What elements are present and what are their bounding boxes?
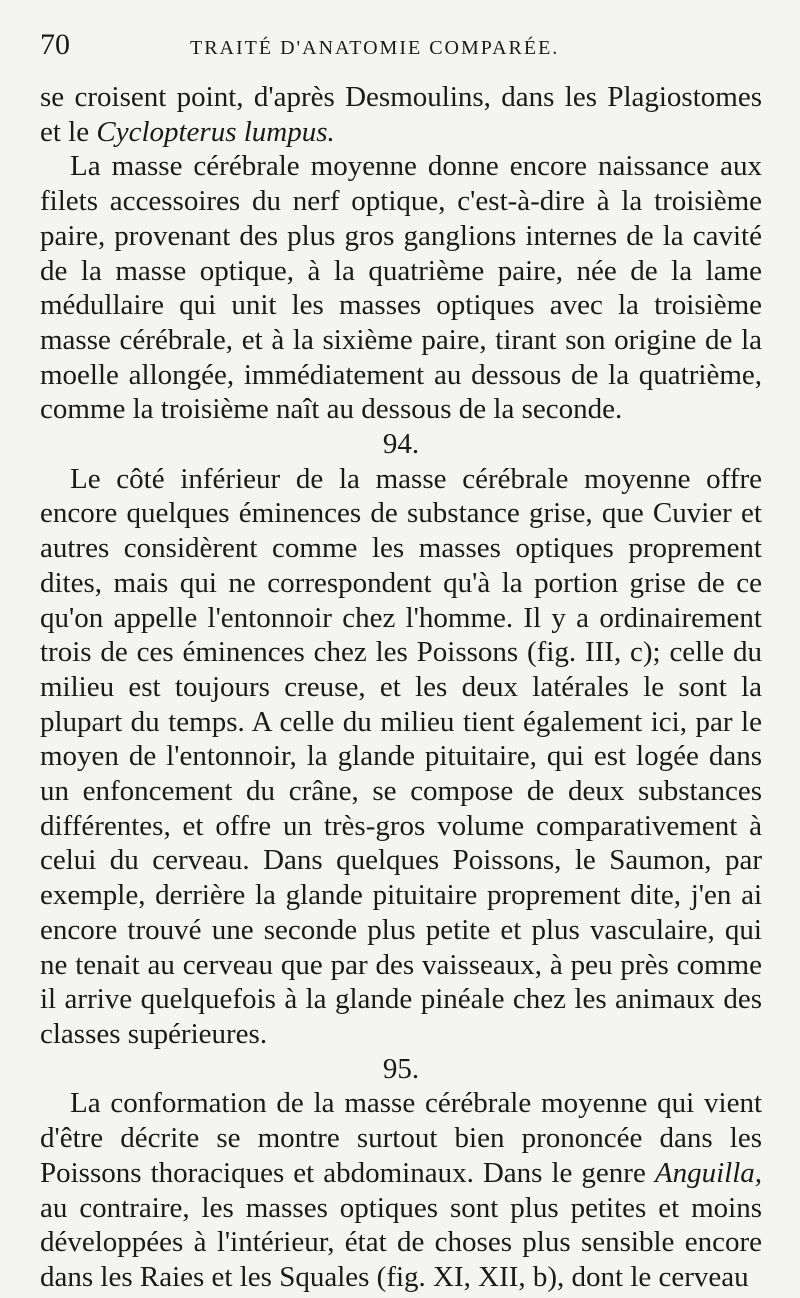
paragraph bbox=[40, 1086, 762, 1294]
paragraph-text: se croisent point, d'après Desmoulins, dans les Plagiostomes et le bbox=[40, 81, 762, 148]
page-number: 70 bbox=[40, 28, 70, 61]
paragraph-text: La conformation de la masse cérébrale moyenne qui vient d'être décrite se montre surtout bien prononcée dans les Poissons thoraciques et abdominaux. Dans le genre bbox=[40, 1087, 762, 1189]
body-text bbox=[40, 80, 762, 1295]
section-number: 94. bbox=[382, 428, 420, 461]
paragraph-continued bbox=[40, 80, 762, 149]
paragraph: Le côté inférieur de la masse cérébrale moyenne offre encore quelques éminences de substance grise, que Cuvier et autres considèrent comme les masses optiques proprement dites, mais qui ne correspondent qu'à la portion grise de ce qu'on appelle l'entonnoir chez l'homme. Il y a ordinairement trois de ces éminences chez les Poissons (fig. III, c); celle du milieu est toujours creuse, et les deux latérales le sont la plupart du temps. A celle du milieu tient également ici, par le moyen de l'entonnoir, la glande pituitaire, qui est logée dans un enfoncement du crâne, se compose de deux substances différentes, et offre un très-gros volume comparativement à celui du cerveau. Dans quelques Poissons, le Saumon, par exemple, derrière la glande pituitaire proprement dite, j'en ai encore trouvé une seconde plus petite et plus vasculaire, qui ne tenait au cerveau que par des vaisseaux, à peu près comme il arrive quelquefois à la glande pinéale chez les animaux des classes supérieures. bbox=[40, 462, 762, 1050]
paragraph-text: au contraire, les masses optiques sont plus petites et moins développées à l'intérieur, état de choses plus sensible encore dans les Raies et les Squales (fig. XI, XII, b), dont le cerveau bbox=[40, 1191, 762, 1293]
running-head: TRAITÉ D'ANATOMIE COMPARÉE. bbox=[190, 37, 560, 59]
genus-name: Anguilla, bbox=[654, 1156, 762, 1189]
section-number: 95. bbox=[382, 1052, 420, 1085]
page-header bbox=[40, 28, 762, 80]
paragraph: La masse cérébrale moyenne donne encore naissance aux filets accessoires du nerf optique, c'est-à-dire à la troisième paire, provenant des plus gros ganglions internes de la cavité de la masse optique, à la quatrième paire, née de la lame médullaire qui unit les masses optiques avec la troisième masse cérébrale, et à la sixième paire, tirant son origine de la moelle allongée, immédiatement au dessous de la quatrième, comme la troisième naît au dessous de la seconde. bbox=[40, 150, 762, 426]
species-name: Cyclopterus lumpus. bbox=[96, 115, 335, 148]
